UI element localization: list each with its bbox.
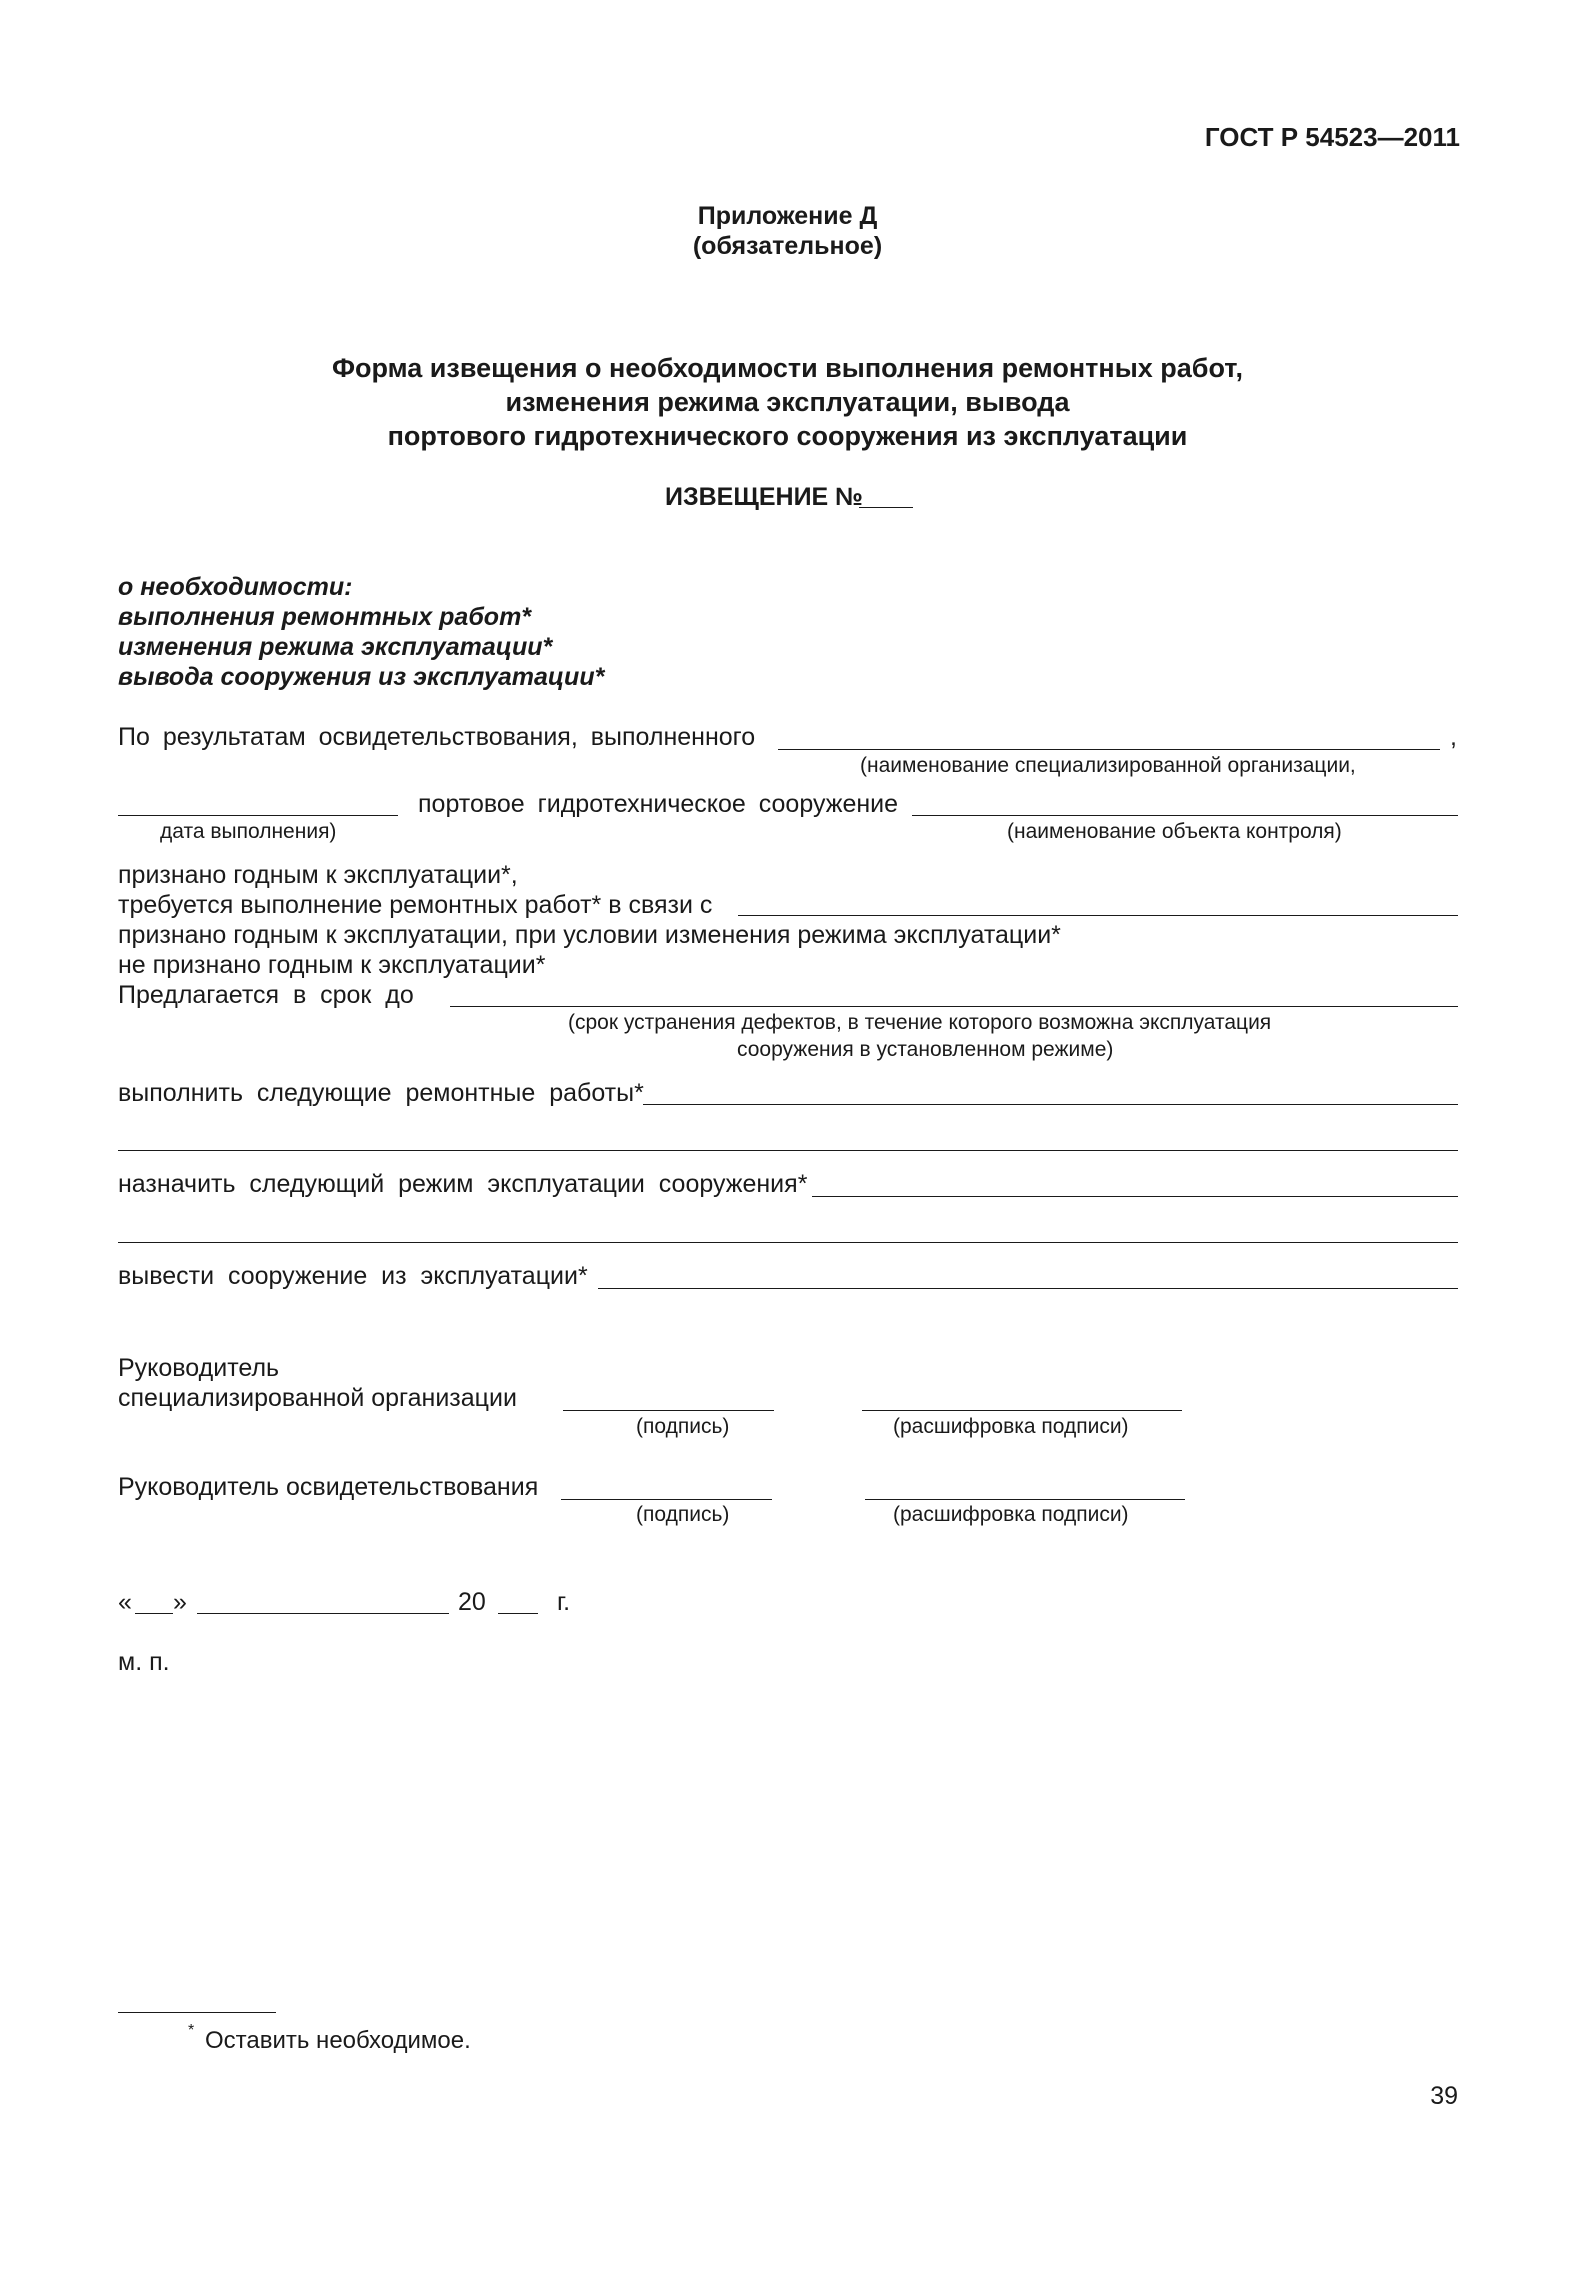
term-caption-line-1: (срок устранения дефектов, в течение которого возможна эксплуатация: [568, 1011, 1272, 1034]
org-head-label-line-2: специализированной организации: [118, 1384, 517, 1412]
structure-text: портовое гидротехническое сооружение: [418, 790, 899, 818]
organization-field-line: [778, 749, 1440, 750]
object-caption: (наименование объекта контроля): [1007, 820, 1342, 843]
object-field-line: [912, 815, 1458, 816]
org-head-decoding-line: [862, 1410, 1182, 1411]
necessity-item: вывода сооружения из эксплуатации*: [118, 663, 605, 691]
decommission-text: вывести сооружение из эксплуатации*: [118, 1262, 588, 1290]
necessity-item: изменения режима эксплуатации*: [118, 633, 553, 661]
month-field-line: [197, 1613, 449, 1614]
survey-text: По результатам освидетельствования, выполненного: [118, 723, 756, 751]
repairs-text: выполнить следующие ремонтные работы*: [118, 1079, 644, 1107]
repairs-continuation-line: [118, 1150, 1458, 1151]
page-number: 39: [1430, 2082, 1458, 2110]
term-caption-line-2: сооружения в установленном режиме): [737, 1038, 1114, 1061]
status-fit: признано годным к эксплуатации*,: [118, 861, 518, 889]
survey-head-decoding-line: [865, 1499, 1185, 1500]
repair-required-text: требуется выполнение ремонтных работ* в связи с: [118, 891, 713, 919]
decoding-caption: (расшифровка подписи): [893, 1415, 1129, 1438]
org-head-signature-line: [563, 1410, 774, 1411]
stamp-place: м. п.: [118, 1648, 170, 1676]
date-field-line: [118, 815, 398, 816]
repair-reason-line: [738, 915, 1458, 916]
form-title-line-1: Форма извещения о необходимости выполнения ремонтных работ,: [332, 353, 1243, 383]
necessity-item: выполнения ремонтных работ*: [118, 603, 532, 631]
org-head-label-line-1: Руководитель: [118, 1354, 280, 1382]
notice-label: ИЗВЕЩЕНИЕ №: [665, 483, 864, 511]
status-not-fit: не признано годным к эксплуатации*: [118, 951, 546, 979]
day-field-line: [135, 1613, 173, 1614]
decoding-caption: (расшифровка подписи): [893, 1503, 1129, 1526]
date-close-quote: »: [173, 1588, 187, 1616]
document-code: ГОСТ Р 54523—2011: [1204, 122, 1460, 152]
organization-caption: (наименование специализированной организации,: [860, 754, 1356, 777]
survey-head-label: Руководитель освидетельствования: [118, 1473, 539, 1501]
proposed-text: Предлагается в срок до: [118, 981, 414, 1009]
term-field-line: [450, 1006, 1458, 1007]
mode-text: назначить следующий режим эксплуатации сооружения*: [118, 1170, 808, 1198]
footnote-separator: [118, 2012, 276, 2013]
comma: ,: [1450, 723, 1457, 751]
survey-head-signature-line: [561, 1499, 772, 1500]
mode-field-line: [812, 1196, 1458, 1197]
signature-caption: (подпись): [636, 1503, 730, 1526]
footnote-text: Оставить необходимое.: [205, 2027, 471, 2054]
appendix-status: (обязательное): [692, 232, 883, 260]
repairs-field-line: [643, 1104, 1458, 1105]
notice-number-line: [859, 507, 913, 508]
form-title-line-3: портового гидротехнического сооружения из эксплуатации: [387, 421, 1188, 451]
date-caption: дата выполнения): [160, 820, 337, 843]
status-fit-with-condition: признано годным к эксплуатации, при условии изменения режима эксплуатации*: [118, 921, 1061, 949]
form-title-line-2: изменения режима эксплуатации, вывода: [505, 387, 1070, 417]
signature-caption: (подпись): [636, 1415, 730, 1438]
decommission-field-line: [598, 1288, 1458, 1289]
year-suffix: г.: [557, 1588, 571, 1616]
mode-continuation-line: [118, 1242, 1458, 1243]
footnote-marker: *: [188, 2022, 195, 2039]
year-field-line: [498, 1613, 538, 1614]
necessity-intro: о необходимости:: [118, 573, 353, 601]
year-prefix: 20: [458, 1588, 486, 1616]
appendix-title: Приложение Д: [697, 202, 878, 230]
date-open-quote: «: [118, 1588, 132, 1616]
